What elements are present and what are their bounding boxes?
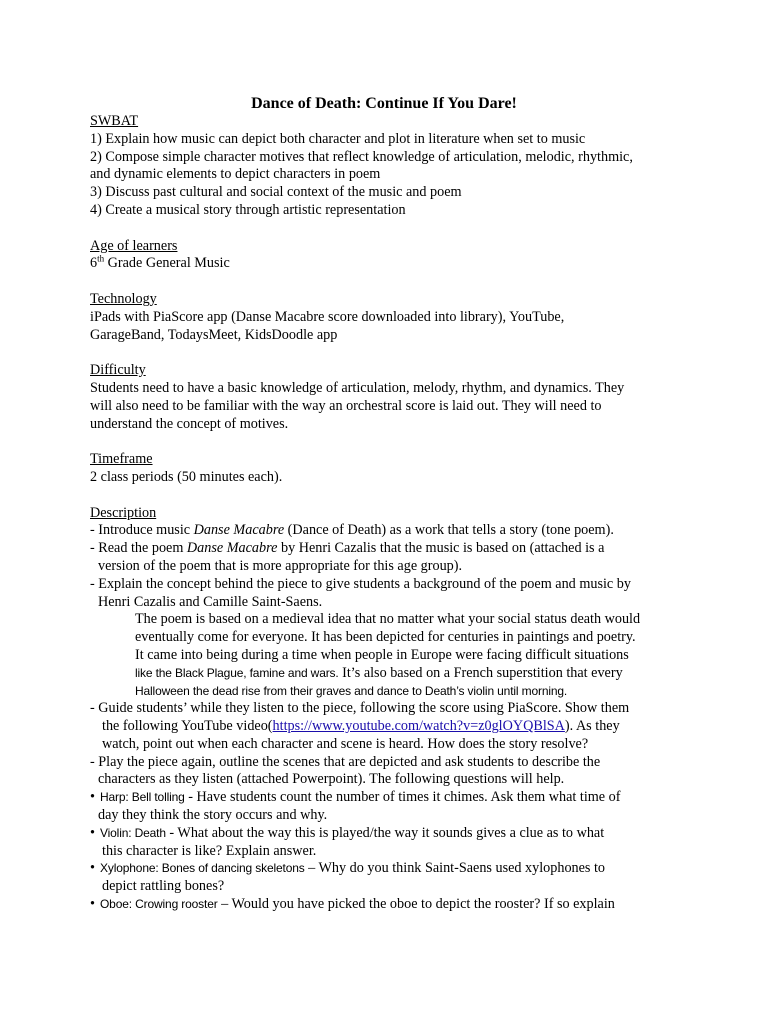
text-fragment: - Introduce music: [90, 522, 194, 539]
description-continuation: characters as they listen (attached Powerpoint). The following questions will help.: [98, 771, 565, 788]
description-continuation: [90, 718, 730, 736]
timeframe-line: 2 class periods (50 minutes each).: [90, 468, 283, 485]
objective-item: 2) Compose simple character motives that reflect knowledge of articulation, melodic, rhythmic,: [90, 148, 633, 165]
text-fragment: the following YouTube video(: [102, 718, 273, 735]
objective-item: and dynamic elements to depict characters in poem: [90, 166, 381, 183]
bullet-marker: •: [90, 860, 95, 877]
text-fragment: It’s also based on a French superstition that every: [338, 664, 623, 681]
background-line: Halloween the dead rise from their graves and dance to Death’s violin until morning.: [135, 683, 568, 698]
question-list: [90, 789, 730, 914]
grade-line: [90, 255, 730, 273]
background-line: It came into being during a time when people in Europe were facing difficult situations: [135, 646, 629, 663]
section-heading-difficulty: Difficulty: [90, 362, 146, 379]
text-fragment: ). As they: [564, 718, 620, 735]
section-heading-age: Age of learners: [90, 237, 178, 254]
question-text: - Have students count the number of times it chimes. Ask them what time of: [184, 789, 621, 806]
technology-line: GarageBand, TodaysMeet, KidsDoodle app: [90, 326, 338, 343]
description-item-play: - Play the piece again, outline the scenes that are depicted and ask students to describe the: [90, 753, 601, 770]
section-difficulty: [90, 362, 730, 433]
bullet-marker: •: [90, 824, 95, 841]
section-technology: [90, 291, 730, 344]
background-paragraph: [90, 611, 730, 700]
section-heading-swbat: SWBAT: [90, 113, 139, 129]
document-title: Dance of Death: Continue If You Dare!: [251, 95, 517, 112]
objective-item: 1) Explain how music can depict both character and plot in literature when set to music: [90, 130, 586, 147]
section-swbat: [90, 113, 730, 220]
question-continuation: depict rattling bones?: [102, 878, 225, 895]
question-text: – Why do you think Saint-Saens used xylophones to: [304, 860, 606, 877]
bullet-marker: •: [90, 789, 95, 806]
instrument-label: Oboe: Crowing rooster: [100, 897, 218, 912]
youtube-video-link[interactable]: https://www.youtube.com/watch?v=z0glOYQBlSA: [272, 718, 565, 735]
question-item-oboe: [90, 896, 730, 914]
section-heading-timeframe: Timeframe: [90, 451, 153, 468]
background-line: [90, 665, 730, 683]
question-text: - What about the way this is played/the way it sounds gives a clue as to what: [165, 824, 605, 841]
question-text: – Would you have picked the oboe to depict the rooster? If so explain: [217, 896, 615, 913]
question-item-harp: [90, 789, 730, 807]
grade-number: 6: [90, 255, 98, 272]
text-fragment: by Henri Cazalis that the music is based on (attached is a: [277, 540, 605, 557]
question-continuation: day they think the story occurs and why.: [98, 807, 328, 824]
objective-item: 4) Create a musical story through artistic representation: [90, 201, 406, 218]
document-body: [90, 113, 730, 914]
section-heading-description: Description: [90, 504, 157, 521]
bullet-marker: •: [90, 896, 95, 913]
description-continuation: Henri Cazalis and Camille Saint-Saens.: [98, 593, 323, 610]
description-item-introduce: [90, 522, 730, 540]
description-item-guide: - Guide students’ while they listen to the piece, following the score using PiaScore. Show them: [90, 700, 630, 717]
text-fragment: (Dance of Death) as a work that tells a story (tone poem).: [284, 522, 614, 539]
instrument-label: Violin: Death: [100, 825, 166, 840]
grade-ordinal-suffix: th: [97, 253, 105, 264]
difficulty-line: Students need to have a basic knowledge of articulation, melody, rhythm, and dynamics. They: [90, 379, 625, 396]
description-continuation: version of the poem that is more appropriate for this age group).: [98, 557, 463, 574]
instrument-label: Xylophone: Bones of dancing skeletons: [100, 861, 305, 876]
section-heading-technology: Technology: [90, 290, 157, 307]
section-age-of-learners: [90, 238, 730, 274]
background-line: The poem is based on a medieval idea that no matter what your social status death would: [135, 611, 641, 628]
work-title: Danse Macabre: [193, 522, 285, 539]
description-continuation: watch, point out when each character and scene is heard. How does the story resolve?: [102, 735, 589, 752]
technology-line: iPads with PiaScore app (Danse Macabre score downloaded into library), YouTube,: [90, 308, 565, 325]
question-item-xylophone: [90, 860, 730, 878]
background-line: eventually come for everyone. It has been depicted for centuries in paintings and poetry.: [135, 629, 636, 646]
difficulty-line: understand the concept of motives.: [90, 415, 289, 432]
text-fragment: - Read the poem: [90, 540, 187, 557]
text-fragment: like the Black Plague, famine and wars.: [135, 665, 339, 680]
instrument-label: Harp: Bell tolling: [100, 790, 185, 805]
question-continuation: this character is like? Explain answer.: [102, 842, 317, 859]
description-item-explain: - Explain the concept behind the piece to give students a background of the poem and music by: [90, 575, 631, 592]
section-timeframe: [90, 451, 730, 487]
section-description: [90, 505, 730, 914]
question-item-violin: [90, 825, 730, 843]
work-title: Danse Macabre: [186, 540, 278, 557]
difficulty-line: will also need to be familiar with the way an orchestral score is laid out. They will need to: [90, 397, 602, 414]
grade-text: Grade General Music: [104, 255, 230, 272]
document-page: [0, 94, 768, 914]
description-item-read: [90, 540, 730, 558]
objective-item: 3) Discuss past cultural and social context of the music and poem: [90, 184, 462, 201]
